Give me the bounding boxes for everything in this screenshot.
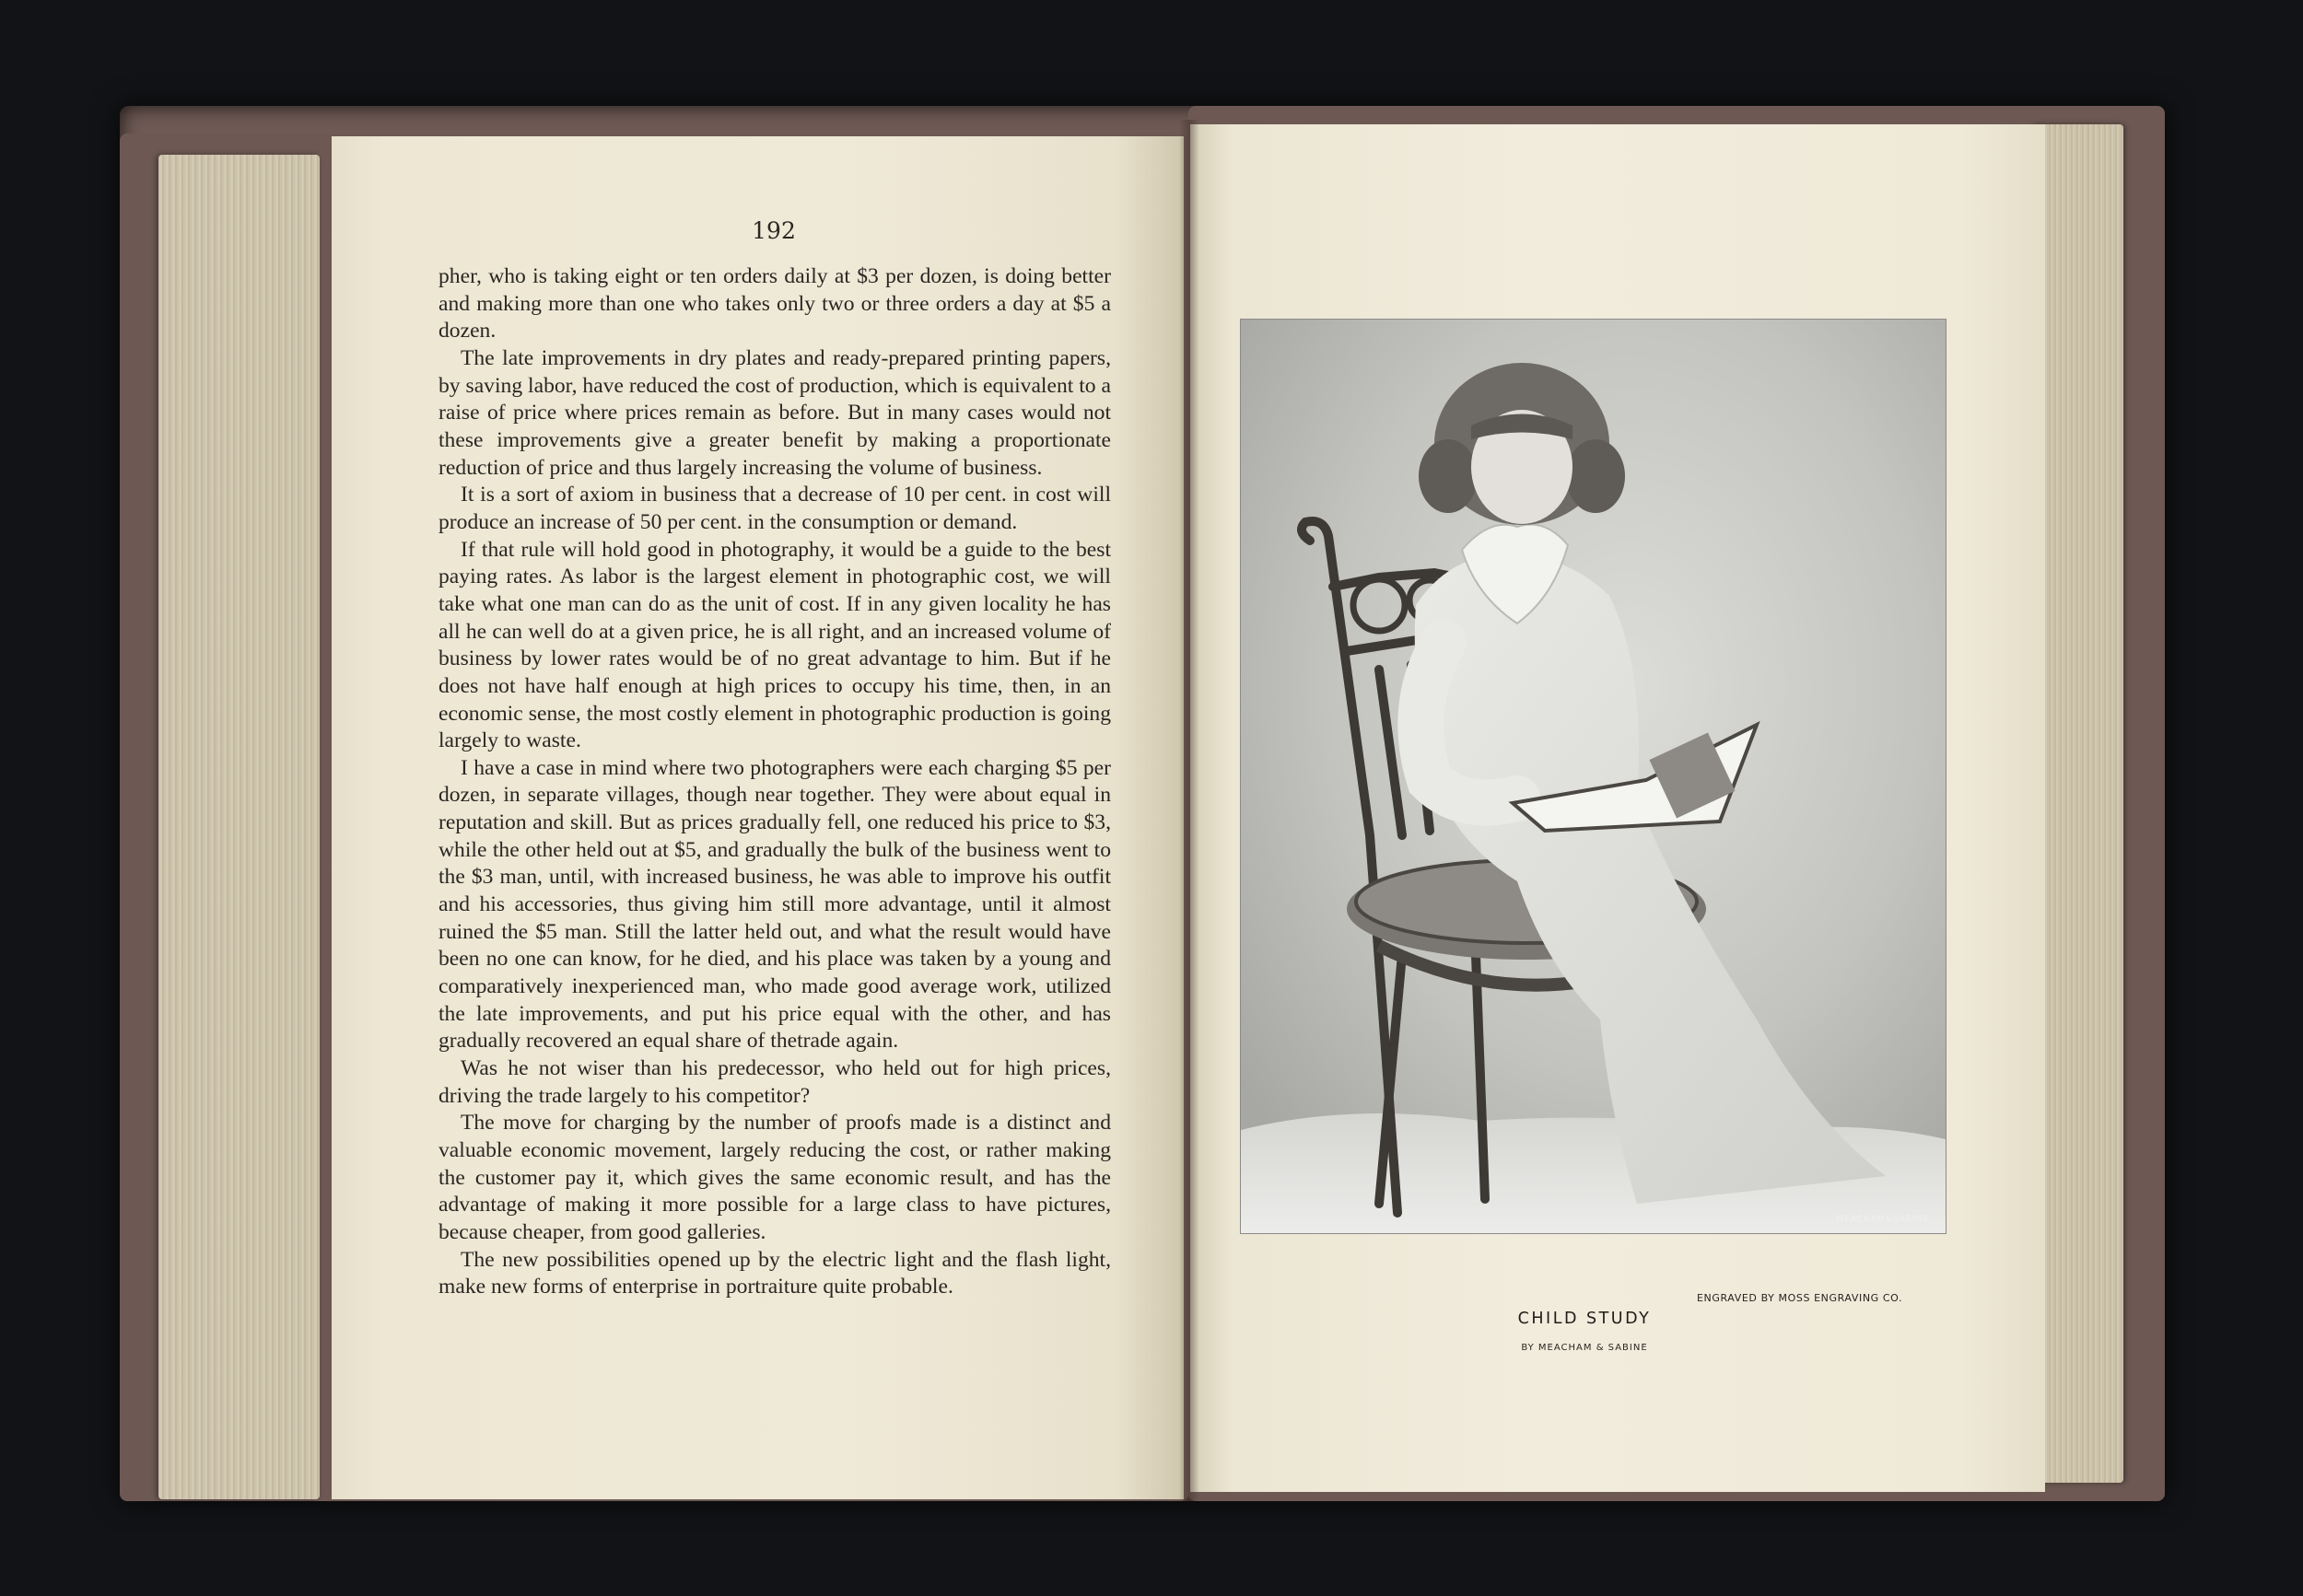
paragraph: pher, who is taking eight or ten orders daily at $3 per dozen, is doing better and making more than one who takes only two or three orders a day at $5 a dozen. xyxy=(438,264,1111,344)
page-edges-right xyxy=(2031,124,2123,1483)
paragraph: It is a sort of axiom in business that a decrease of 10 per cent. in cost will produce an increase of 50 per cent. in the consumption or demand. xyxy=(438,483,1111,534)
left-page-body-text xyxy=(438,263,1111,1301)
paragraph: The new possibilities opened up by the electric light and the flash light, make new forms of enterprise in portraiture quite probable. xyxy=(438,1247,1111,1299)
paragraph: I have a case in mind where two photographers were each charging $5 per dozen, in separate villages, though near together. They were about equal in reputation and skill. But as prices gradually fell, one reduced his price to $3, while the other held out at $5, and gradually the bulk of the business went to the $3 man, until, with increased business, he was able to improve his outfit and his accessories, thus giving him still more advantage, until it almost ruined the $5 man. Still the latter held out, and what the result would have been no one can know, for he died, and his place was taken by a young and comparatively inexperienced man, who made good average work, utilized the late improvements, and put his price equal with the other, and has gradually recovered an equal share of thetrade again. xyxy=(438,755,1111,1054)
paragraph: Was he not wiser than his predecessor, who held out for high prices, driving the trade largely to his competitor? xyxy=(438,1056,1111,1108)
caption-title: CHILD STUDY xyxy=(1517,1310,1652,1328)
plate-signature: MEACHAM&SABINE xyxy=(1836,1215,1929,1224)
paragraph: The late improvements in dry plates and ready-prepared printing papers, by saving labor, have reduced the cost of production, which is equivalent to a raise of price where prices remain as before. But in many cases would not these improvements give a greater benefit by making a proportionate reduction of price and thus largely increasing the volume of business. xyxy=(438,345,1111,480)
paragraph: If that rule will hold good in photography, it would be a guide to the best paying rates. As labor is the largest element in photographic cost, we will take what one man can do as the unit of cost. If in any given locality he has all he can well do at a given price, he is all right, and an increased volume of business by lower rates would be of no great advantage to him. But if he does not have half enough at high prices to occupy his time, then, in an economic sense, the most costly element in photographic production is going largely to waste. xyxy=(438,537,1111,753)
page-edges-left xyxy=(158,155,320,1499)
caption-credit: BY MEACHAM & SABINE xyxy=(1521,1343,1648,1353)
page-number: 192 xyxy=(752,217,796,244)
paragraph: The move for charging by the number of proofs made is a distinct and valuable economic movement, largely reducing the cost, or rather making the customer pay it, which gives the same economic result, and has the advantage of making it more possible for a large class to have pictures, because cheaper, from good galleries. xyxy=(438,1111,1111,1244)
engraver-credit: ENGRAVED BY MOSS ENGRAVING CO. xyxy=(1697,1292,1903,1304)
child-portrait-image xyxy=(1241,320,1946,1233)
photo-plate-child-reading xyxy=(1240,319,1946,1234)
book-gutter xyxy=(1179,120,1199,1501)
